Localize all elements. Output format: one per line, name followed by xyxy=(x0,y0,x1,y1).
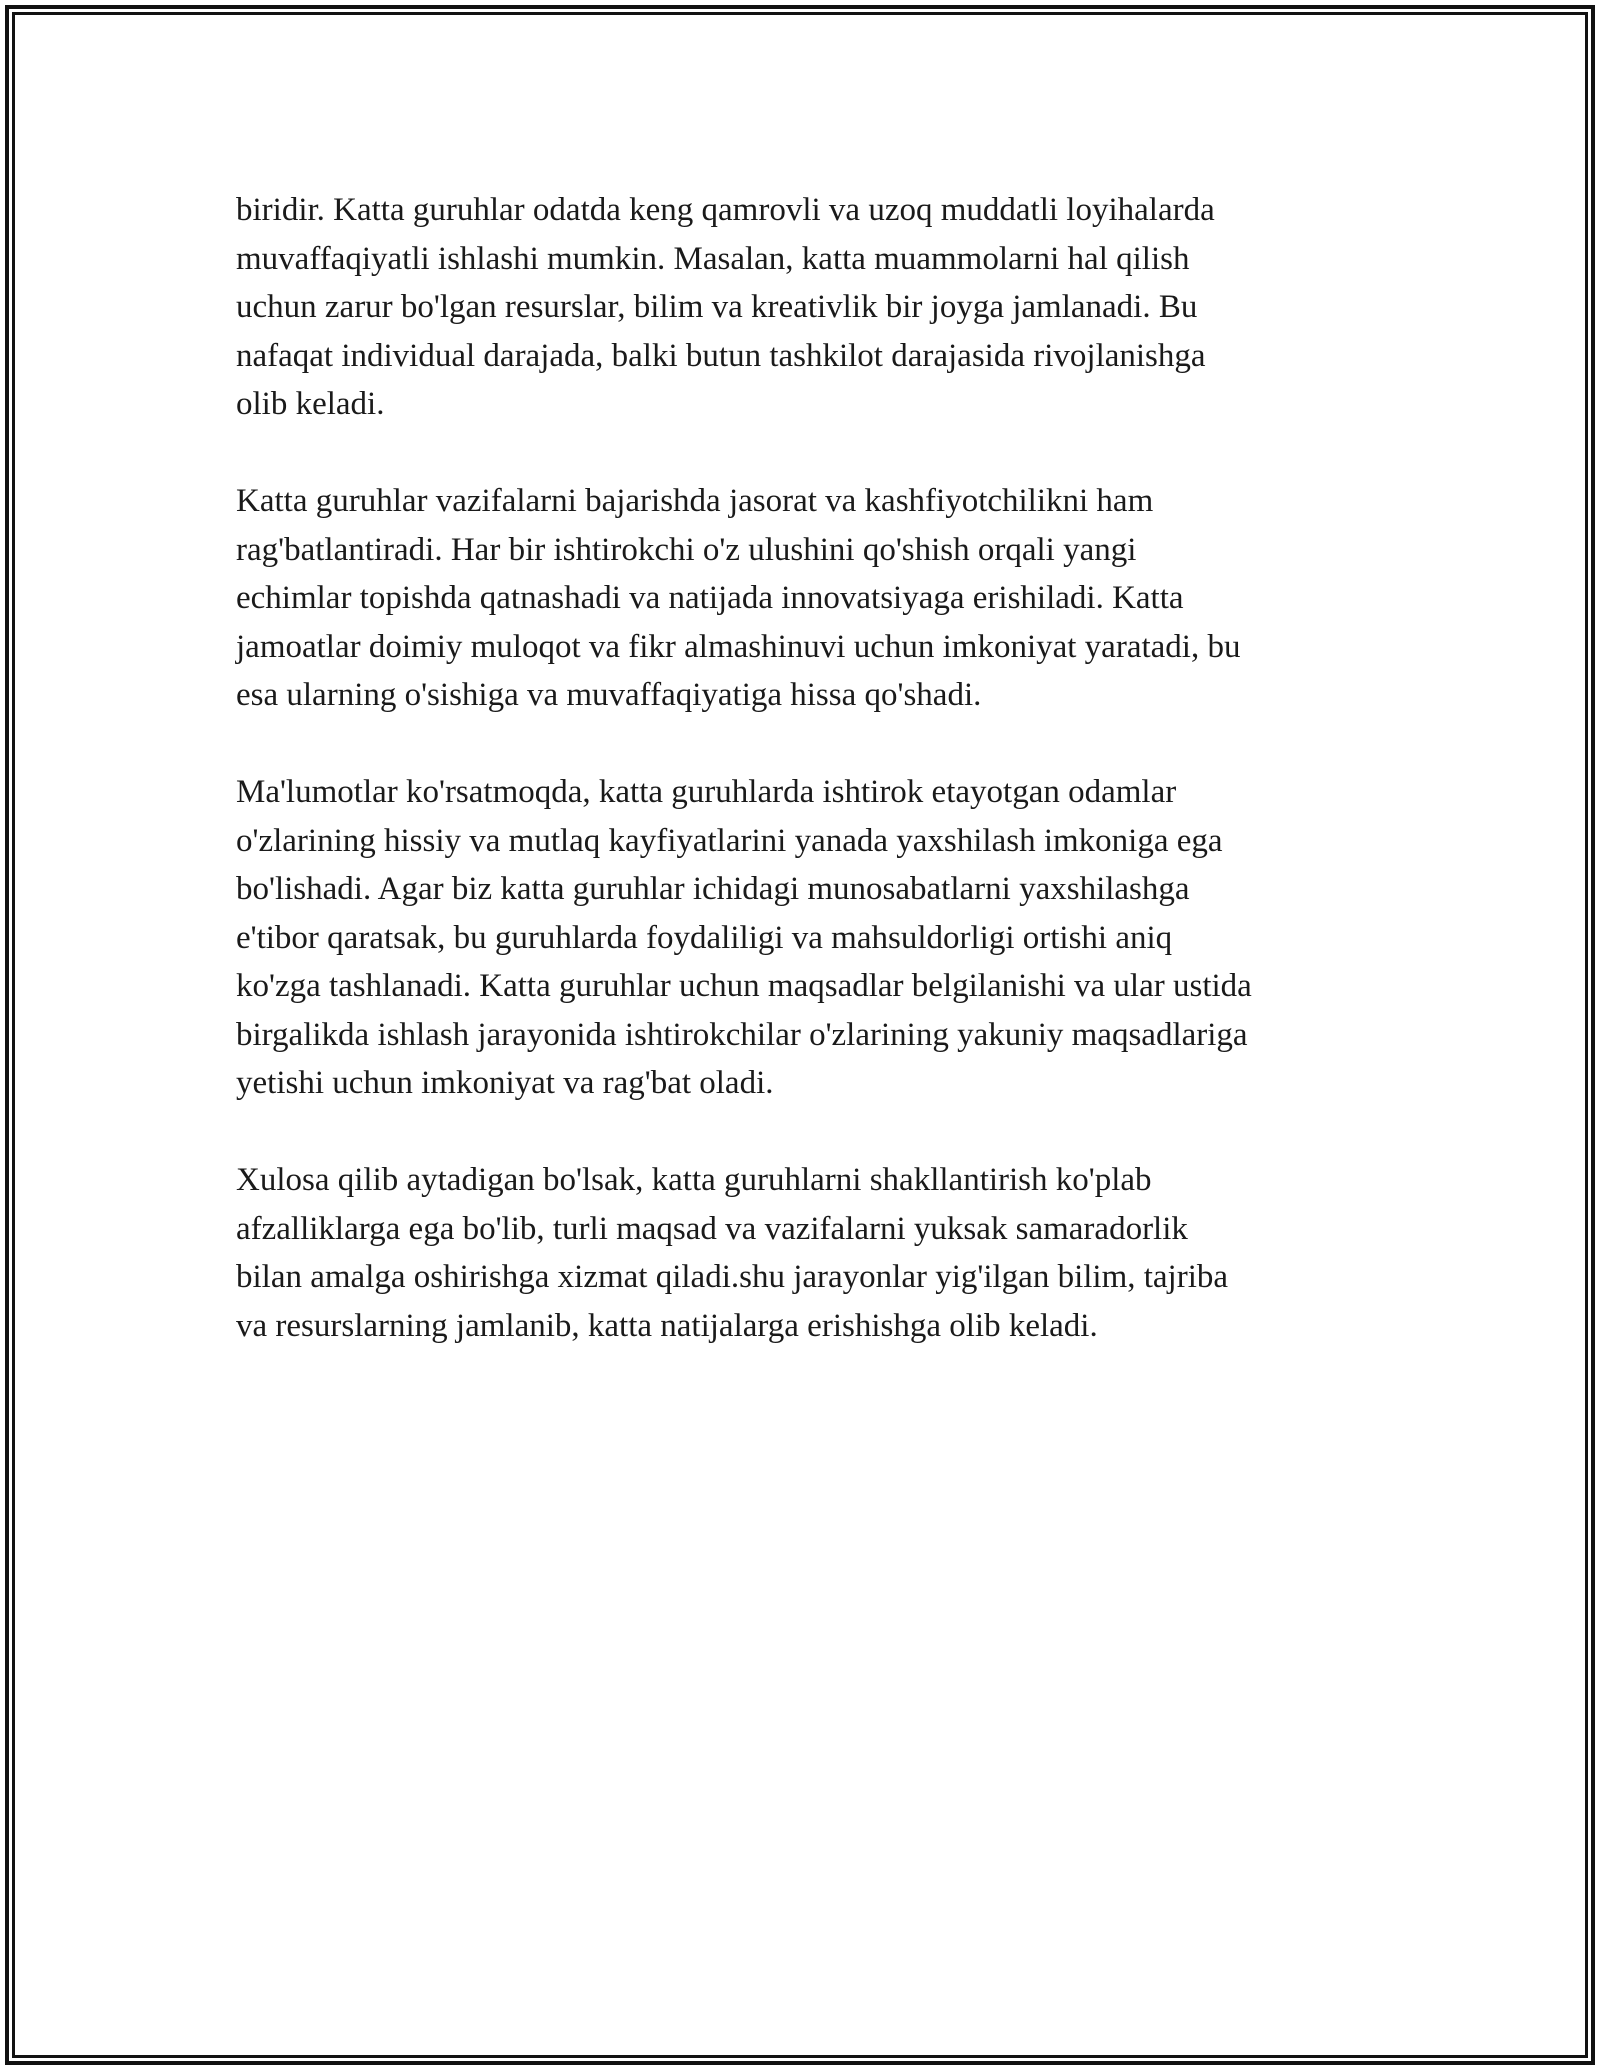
text-line: bo'lishadi. Agar biz katta guruhlar ichidagi munosabatlarni yaxshilashga xyxy=(236,871,1190,907)
text-line: ko'zga tashlanadi. Katta guruhlar uchun maqsadlar belgilanishi va ular ustida xyxy=(236,968,1252,1004)
paragraph-2 xyxy=(236,477,1376,720)
document-body xyxy=(236,186,1376,1399)
text-line: biridir. Katta guruhlar odatda keng qamrovli va uzoq muddatli loyihalarda xyxy=(236,192,1215,228)
text-line: uchun zarur bo'lgan resurslar, bilim va kreativlik bir joyga jamlanadi. Bu xyxy=(236,289,1198,325)
text-line: e'tibor qaratsak, bu guruhlarda foydaliligi va mahsuldorligi ortishi aniq xyxy=(236,919,1173,956)
text-line: afzalliklarga ega bo'lib, turli maqsad va vazifalarni yuksak samaradorlik xyxy=(236,1210,1188,1247)
text-line: bilan amalga oshirishga xizmat qiladi.shu jarayonlar yig'ilgan bilim, tajriba xyxy=(236,1259,1229,1295)
text-line: jamoatlar doimiy muloqot va fikr almashinuvi uchun imkoniyat yaratadi, bu xyxy=(236,628,1241,665)
text-line: va resurslarning jamlanib, katta natijalarga erishishga olib keladi. xyxy=(236,1307,1098,1344)
text-line: echimlar topishda qatnashadi va natijada innovatsiyaga erishiladi. Katta xyxy=(236,580,1184,616)
text-line: esa ularning o'sishiga va muvaffaqiyatiga hissa qo'shadi. xyxy=(236,677,982,713)
paragraph-4 xyxy=(236,1156,1376,1350)
text-line: Katta guruhlar vazifalarni bajarishda jasorat va kashfiyotchilikni ham xyxy=(236,483,1154,519)
paragraph-1 xyxy=(236,186,1376,429)
text-line: yetishi uchun imkoniyat va rag'bat oladi. xyxy=(236,1065,774,1101)
text-line: Xulosa qilib aytadigan bo'lsak, katta guruhlarni shakllantirish ko'plab xyxy=(236,1162,1152,1198)
text-line: olib keladi. xyxy=(236,386,385,422)
text-line: o'zlarining hissiy va mutlaq kayfiyatlarini yanada yaxshilash imkoniga ega xyxy=(236,822,1223,859)
text-line: Ma'lumotlar ko'rsatmoqda, katta guruhlarda ishtirok etayotgan odamlar xyxy=(236,774,1177,810)
text-line: nafaqat individual darajada, balki butun tashkilot darajasida rivojlanishga xyxy=(236,337,1206,374)
text-line: muvaffaqiyatli ishlashi mumkin. Masalan, katta muammolarni hal qilish xyxy=(236,240,1190,277)
paragraph-3 xyxy=(236,768,1376,1108)
text-line: birgalikda ishlash jarayonida ishtirokchilar o'zlarining yakuniy maqsadlariga xyxy=(236,1016,1248,1053)
text-line: rag'batlantiradi. Har bir ishtirokchi o'z ulushini qo'shish orqali yangi xyxy=(236,531,1137,568)
